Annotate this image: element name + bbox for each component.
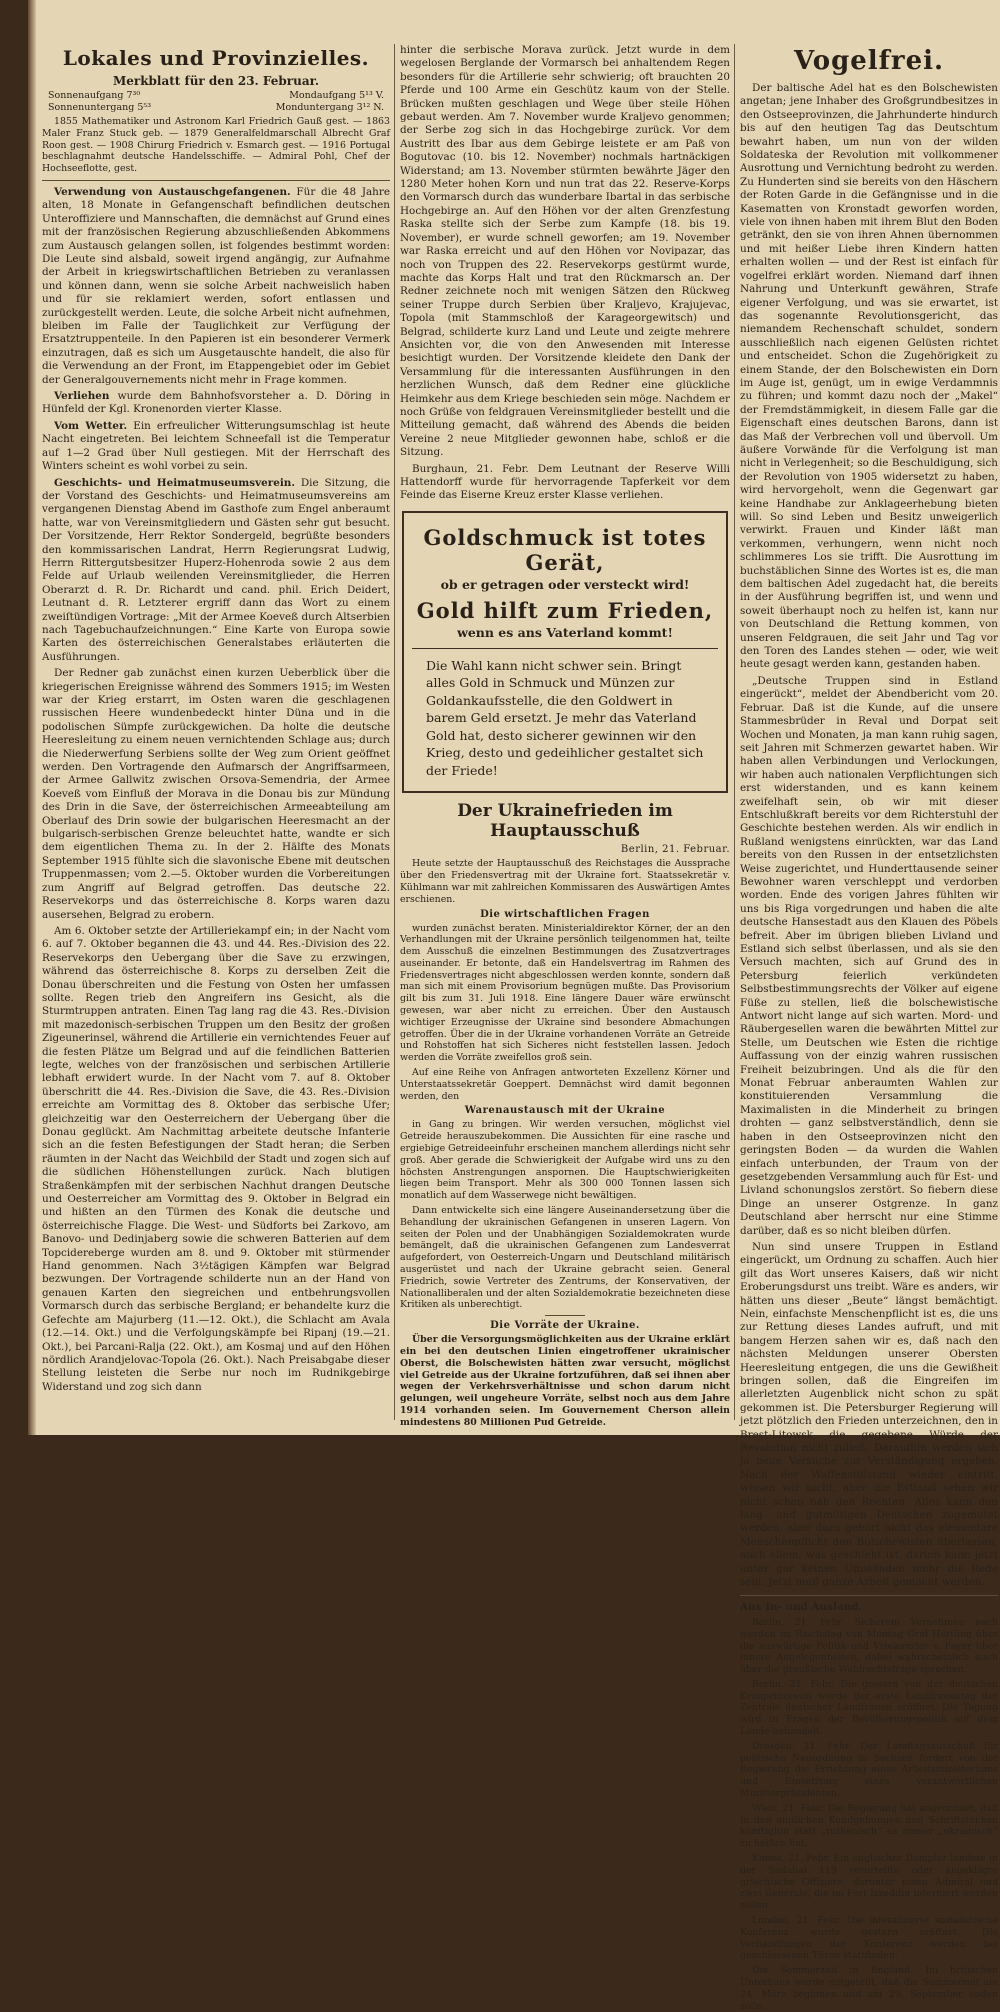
news-item: London, 21. Febr. Die interalliierte sozialistische Konferenz wurde gestern eröffnet. Die Verhandlungen der Konferenz werden bei geschlossenen Türen stattfinden. xyxy=(740,1915,998,1962)
sun-row-left: Sonnenuntergang 5⁵³ xyxy=(48,102,152,113)
merkblatt-title: Merkblatt für den 23. Februar. xyxy=(112,74,320,88)
article-text: Die Sitzung, die der Vorstand des Geschichts- und Heimatmuseumsvereins am vergangenen Dienstag Abend im Gasthofe zum Engel anberaumt hatte, war von Vereinsmitgliedern und Gästen sehr gut besucht. Der Vorsitzende, Herr Rektor Sondergeld, begrüßte besonders den kommissarischen Landrat, Herrn Regierungsrat Ludwig, Herrn Rittergutsbesitzer Huperz-Hohenroda sowie 2 aus dem Felde auf Urlaub weilenden Vereinsmitglieder, die Herren Oberarzt d. R. Dr. Richardt und cand. phil. Erich Deidert, Leutnant d. R. Letzterer ergriff dann das Wort zu einem zweiſtündigen Vortrage: „Mit der Armee Koeveß durch Altserbien nach Tagebuchaufzeichnungen.“ Eine Karte von Europa sowie Karten des österreichischen Generalstabes erläuterten die Ausführungen. xyxy=(42,476,390,663)
column-rule xyxy=(394,44,395,1420)
divider xyxy=(42,180,390,181)
column-right xyxy=(740,44,998,2012)
section-heading-local: Lokales und Provinzielles. xyxy=(62,46,370,70)
article-prisoners xyxy=(42,186,390,387)
article-weather xyxy=(42,420,390,474)
article-paragraph: Nun sind unsere Truppen in Estland eingerückt, um Ordnung zu schaffen. Auch hier gilt das Wort unseres Kaisers, daß wir nicht Eroberungsdurst uns treibt. Wäre es anders, wir hätten uns dieser „Beute“ längst bemächtigt. Nein, einfachste Menschenpflicht ist es, die uns zur Rettung dieses Landes aufruft, und mit bangem Herzen sahen wir es, daß nach den nächsten Meldungen unserer Obersten Heeresleitung entgegen, die uns die Gewißheit bringen sollen, daß die Eingreifen im allerletzten Augenblick nicht schon zu spät gekommen ist. Die Petersburger Regierung will jetzt plötzlich den Frieden unterzeichnen, den in Brest-Litowsk die gegebene Würde der Revolution nicht zuließ. Daraufhin werden sich ja neue Versuche zur Verständigung ergeben. Nach der Waffenstillstand wieder eintritt, wissen wir nicht, aber die Estland sehen wir nicht schon nah den Rechten. Alles kann den lang- und gutmütigen Deutschen zugemutet werden, aber dazu gehört nicht das elementare Menschenpflicht den Bolschewisten überlassen, auch allem, was geschieht ist, darum kann jetzt unter gar keinen Umständen mehr die Rede sein. Jetzt muß ganze Arbeit gemacht werden. xyxy=(740,1240,998,1589)
column-middle xyxy=(400,44,730,1428)
article-paragraph: hinter die serbische Morava zurück. Jetzt wurde in dem wegelosen Berglande der Vormarsch bei anhaltendem Regen besonders für die Artillerie sehr schwierig; oft brauchten 20 Pferde und 100 Arme ein Geschütz kaum von der Stelle. Brücken mußten geschlagen und Wege über steile Höhen gebaut werden. Am 7. November wurde Kraljevo genommen; der Serbe zog sich in das Hochgebirge zurück. Vor dem Austritt des Ibar aus dem Gebirge leistete er am Paß von Bogutovac (10. bis 12. November) nochmals hartnäckigen Widerstand; am 13. November stürmten bewährte Jäger den 1280 Meter hohen Korn und nun trat das 22. Reserve-Korps den Vormarsch durch das wunderbare Ibartal in das serbische Hochgebirge an. Auf den Höhen vor der alten Grenzfestung Raska stellte sich der Serbe zum Kampfe (18. bis 19. November), er wurde schnell geworfen; am 19. November war Raska erreicht und auf den Höhen vor Novipazar, das noch von Truppen des 22. Reservekorps gestürmt wurde, machte das Korps Halt und trat den Rückmarsch an. Der Redner zeichnete noch mit wenigen Sätzen den Rückweg seiner Truppe durch Serbien über Kraljevo, Krajujevac, Topola (mit Stammschloß der Karageorgewitsch) und Belgrad, schilderte kurz Land und Leute und zeigte mehrere Ansichten vor, die von den Anwesenden mit Interesse besichtigt wurden. Der Vorsitzende kleidete den Dank der Versammlung für die interessanten Ausführungen in den herzlichen Wunsch, daß dem Redner eine glückliche Heimkehr aus dem Kriege beschieden sein möge. Nachdem er noch Grüße von feldgrauen Vereinsmitglieder bestellt und die Mitteilung gemacht, daß während des Abends die beiden Vereine 2 neue Mitglieder gewonnen habe, schloß er die Sitzung. xyxy=(400,44,730,459)
article-heading-ukraine: Der Ukrainefrieden im Hauptausschuß xyxy=(457,801,673,842)
article-museum xyxy=(42,477,390,665)
article-title: Vom Wetter. xyxy=(54,419,128,432)
ad-body: Die Wahl kann nicht schwer sein. Bringt alles Gold in Schmuck und Münzen zur Goldankaufsstelle, die den Goldwert in barem Geld ersetzt. Je mehr das Vaterland Gold hat, desto sicherer gewinnen wir den Krieg, desto und gedeihlicher gestaltet sich der Friede! xyxy=(412,648,718,780)
news-item: Berlin, 21. Febr. Sicherem Vernehmen nach werden im Reichstag von Montag Graf Hertling über die auswärtige Politik und Vizekanzler v. Payer über innere Angelegenheiten, dabei wahrscheinlich auch über die preußische Wahlrechtsfrage sprechen. xyxy=(740,1616,998,1676)
sun-row-right: Mondaufgang 5¹³ V. xyxy=(289,90,384,101)
divider xyxy=(740,1595,998,1596)
sun-row-right: Monduntergang 3¹² N. xyxy=(275,102,384,113)
news-item: Berlin, 21. Febr. Die gestern von der deutschen Kronprinzessin wurde der erste Landfrauentag der Zentrale deutscher Landfrauen eröffnet. Die Tagung wird in Fragen der Bevölkerungspolitik auf dem Lande behandelt. xyxy=(740,1678,998,1738)
article-text: Ein erfreulicher Witterungsumschlag ist heute Nacht eingetreten. Bei leichtem Schneefall ist die Temperatur auf 1—2 Grad über Null gestiegen. Mit der Herrschaft des Winters scheint es wohl vorbei zu sein. xyxy=(42,419,390,473)
article-paragraph: Der Redner gab zunächst einen kurzen Ueberblick über die kriegerischen Ereignisse während des Sommers 1915; im Westen war der Krieg erstarrt, im Osten waren die geschlagenen russischen Heere wundenbedeckt hinter Düna und in die podolischen Sümpfe zurückgewichen. Da holte die deutsche Heeresleitung zu einem neuen vernichtenden Schlage aus; durch die Niederwerfung Serbiens sollte der Weg zum Orient geöffnet werden. Den Vortragende den Aufmarsch der Angriffsarmeen, der Armee Gallwitz zwischen Orsova-Semendria, der Armee Koeveß vom Einfluß der Morava in die Donau bis zur Mündung des Drin in die Save, der österreichischen Armeeabteilung am Oberlauf des Drin sowie der bulgarischen Heeresmacht an der bulgarisch-serbischen Grenze beleuchtet hatte, wandte er sich dem eigentlichen Thema zu. In der 2. Hälfte des Monats September 1915 fühlte sich die slavonische Ebene mit deutschen Truppenmassen; vom 2.—5. Oktober wurden die Vorbereitungen zum Angriff auf Belgrad getroffen. Das deutsche 22. Reservekorps und das österreichische 8. Korps waren dazu ausersehen, Belgrad zu erobern. xyxy=(42,667,390,921)
article-burghaun: Burghaun, 21. Febr. Dem Leutnant der Reserve Willi Hattendorff wurde für hervorragende Tapferkeit vor dem Feinde das Eiserne Kreuz erster Klasse verliehen. xyxy=(400,462,730,502)
article-paragraph: Über die Versorgungsmöglichkeiten aus der Ukraine erklärt ein bei den deutschen Linien eingetroffener ukrainischer Oberst, die Bolschewisten hätten zwar versucht, möglichst viel Getreide aus der Ukraine fortzuführen, daß sei ihnen aber wegen der Verkehrsverhältnisse und schon darum nicht gelungen, weil ungeheure Vorräte, selbst noch aus dem Jahre 1914 vorhanden seien. Im Gouvernement Cherson allein mindestens 80 Millionen Pud Getreide. xyxy=(400,1334,730,1428)
column-local-news xyxy=(42,44,390,1424)
article-paragraph: Der baltische Adel hat es den Bolschewisten angetan; jene Inhaber des Großgrundbesitzes in den Ostseeprovinzen, die Jahrhunderte hindurch bis auf den heutigen Tag das Deutschtum bewahrt haben, um nun von der wilden Soldateska der Revolution mit vollkommener Ausrottung und Vernichtung bedroht zu werden. Zu Hunderten sind sie bereits von den Häschern der Roten Garde in die Gefängnisse und in die Kasematten von Kronstadt geworfen worden, viele von ihnen haben mit ihrem Blut den Boden getränkt, den sie von ihren Ahnen übernommen und mit heißer Liebe ihren Kindern hatten erhalten wollen — und der Rest ist einfach für vogelfrei erklärt worden. Niemand darf ihnen Nahrung und Unterkunft gewähren, Strafe eigener Verfolgung, und was sie erwartet, ist das sogenannte Revolutionsgericht, das niemandem Rechenschaft schuldet, sondern ausschließlich nach eigenen Gelüsten richtet und entscheidet. Schon die Zugehörigkeit zu einem Stande, der den Bolschewisten ein Dorn im Auge ist, genügt, um in ewige Verdammnis zu führen; und kommt dazu noch der „Makel“ der Fremdstämmigkeit, in diesem Falle gar die Eigenschaft eines deutschen Barons, dann ist das Maß der Verbrechen voll und übervoll. Um äußere Vorwände für die Verfolgung ist man nicht in Verlegenheit; so die Beschuldigung, sich der Revolution von 1905 widersetzt zu haben, wird hervorgeholt, wenn die Gegenwart gar keine Handhabe zur Anklageerhebung bieten will. So sind Leben und Besitz unweigerlich verwirkt. Frauen und Kinder läßt man verkommen, verhungern, wenn nicht noch schlimmeres Los sie trifft. Die Ausrottung im buchstäblichen Sinne des Wortes ist es, die man dem baltischen Adel zugedacht hat, die bereits in der Ausführung begriffen ist, und wenn und soweit überhaupt noch zu helfen ist, kann nur von Deutschland die Rettung kommen, von unseren Feldgrauen, die seit Jahr und Tag vor den Toren des Landes stehen — oder, wie weit heute gesagt werden kann, gestanden haben. xyxy=(740,82,998,671)
news-item: Wien, 21. Febr. Die Regierung hat angeordnet, daß in den amtlichen Kundgebungen und Schriftstücken künftighin statt „ruthenisch“ es immer „ukrainisch“ zu heißen hat. xyxy=(740,1802,998,1850)
subheading: Die wirtschaftlichen Fragen xyxy=(480,908,650,920)
article-title: Geschichts- und Heimatmuseumsverein. xyxy=(54,476,295,489)
article-paragraph: Heute setzte der Hauptausschuß des Reichstages die Aussprache über den Friedensvertrag mit der Ukraine fort. Staatssekretär v. Kühlmann war mit zahlreichen Kommissaren des Auswärtigen Amtes erschienen. xyxy=(400,858,730,905)
section-heading-news: Aus In- und Ausland. xyxy=(740,1600,863,1613)
article-paragraph: Dann entwickelte sich eine längere Auseinandersetzung über die Behandlung der ukrainischen Gefangenen in unseren Lagern. Von seiten der Polen und der Unabhängigen Sozialdemokraten wurde bemängelt, daß die ukrainischen Gefangenen zum Landesverrat aufgefordert, von Oesterreich-Ungarn und Deutschland militärisch ausgerüstet und nach der Ukraine gebracht seien. General Friedrich, sowie Vertreter des Zentrums, der Konservativen, der Nationalliberalen und der alten Sozialdemokratie bezeichneten diese Kritiken als unberechtigt. xyxy=(400,1205,730,1311)
ad-subline: wenn es ans Vaterland kommt! xyxy=(457,624,673,640)
gold-advertisement xyxy=(402,511,728,794)
news-item: Dresden, 21. Febr. Der Landtagsausschuß für politische Neuordnung in Sachsen fordert von der Regierung die Errichtung eines Arbeitsministeriums und Einsetzung eines verantwortlichen Ministerpräsidenten. xyxy=(740,1740,998,1800)
ad-headline: Gold hilft zum Frieden, xyxy=(416,597,714,623)
dateline: Berlin, 21. Februar. xyxy=(620,844,730,856)
divider xyxy=(545,1315,585,1316)
page-edge xyxy=(28,0,36,1435)
article-text: Für die 48 Jahre alten, 18 Monate in Gefangenschaft befindlichen deutschen Unteroffiziere und Mannschaften, die demnächst auf Grund eines mit der französischen Regierung abzuschließenden Abkommens zum Austausch gelangen sollen, ist folgendes bestimmt worden: Die Leute sind alsbald, soweit irgend angängig, zur Aufnahme der Arbeit in kriegswirtschaftlichen Betrieben zu veranlassen und können dann, wenn sie solche Arbeit nachweislich haben und für sie reklamiert werden, sofort entlassen und zurückgestellt werden. Leute, die solche Arbeit nicht aufnehmen, bleiben im Falle der Tauglichkeit zur Verfügung der Ersatztruppenteile. In den Papieren ist ein besonderer Vermerk einzutragen, daß es sich um Ausgetauschte handelt, die also für die Verwendung an der Front, im Etappengebiet oder im Gebiet der Generalgouvernements nicht mehr in Frage kommen. xyxy=(42,185,390,386)
ad-headline: Goldschmuck ist totes Gerät, xyxy=(423,524,707,575)
subheading: Die Vorräte der Ukraine. xyxy=(490,1320,640,1332)
article-heading-vogelfrei: Vogelfrei. xyxy=(793,46,945,76)
article-title: Verliehen xyxy=(54,390,110,403)
article-text: wurde dem Bahnhofsvorsteher a. D. Döring in Hünfeld der Kgl. Kronenorden vierter Klasse. xyxy=(42,390,391,416)
article-paragraph: Auf eine Reihe von Anfragen antworteten Exzellenz Körner und Unterstaatssekretär Goeppert. Demnächst wird damit begonnen werden, den xyxy=(400,1067,730,1102)
historic-events: 1855 Mathematiker und Astronom Karl Friedrich Gauß gest. — 1863 Maler Franz Stuck geb. — 1879 Generalfeldmarschall Albrecht Graf Roon gest. — 1908 Chirurg Friedrich v. Esmarch gest. — 1916 Portugal beschlagnahmt deutsche Handelsschiffe. — Admiral Pohl, Chef der Hochseeflotte, gest. xyxy=(42,116,390,175)
article-paragraph: in Gang zu bringen. Wir werden versuchen, möglichst viel Getreide herauszubekommen. Die Aussichten für eine rasche und ergiebige Getreideeinfuhr erscheinen manchem allerdings nicht sehr groß. Aber gerade die Schwierigkeit der Aufgabe wird uns zu den höchsten Anstrengungen anspornen. Die Hauptschwierigkeiten liegen beim Transport. Mehr als 300 000 Tonnen lassen sich monatlich auf dem Wasserwege nicht bewältigen. xyxy=(400,1119,730,1202)
article-title: Verwendung von Austauschgefangenen. xyxy=(54,185,291,198)
subheading: Warenaustausch mit der Ukraine xyxy=(464,1105,666,1117)
article-paragraph: „Deutsche Truppen sind in Estland eingerückt“, meldet der Abendbericht vom 20. Februar. Daß ist die Kunde, auf die unsere Stammesbrüder in Reval und Dorpat seit Wochen und Monaten, ja man kann ruhig sagen, seit Jahren mit Schmerzen gewartet haben. Wir haben allen Verbindungen und Verlockungen, wir haben auch nationalen Verpflichtungen sich erst widerstanden, und es kann keinem zweifelhaft sein, ob wir mit dieser Entschlußkraft bereits vor dem Richterstuhl der Geschichte bestehen werden. Als wir endlich in Rußland wenigstens einrückten, war das Land bereits von den Russen in der entsetzlichsten Weise zugerichtet, und Hunderttausende seiner Bewohner waren verschleppt und verdorben worden. Ende des vorigen Jahres fühlten wir uns bis Riga vorgedrungen und haben die alte deutsche Hansestadt aus den Klauen des Pöbels befreit. Aber im übrigen blieben Livland und Estland sich selbst überlassen, und als sie den Versuch machten, sich auf Grund des in Petersburg feierlich verkündeten Selbstbestimmungsrechts der Völker auf eigene Füße zu stellen, ließ die bolschewistische Antwort nicht lange auf sich warten. Mord- und Räubergesellen waren die bewährten Mittel zur Stelle, um Deutschen wie Esten die richtige Auffassung von der einzig wahren russischen Freiheit beizubringen. Und als die für den Monat Februar anberaumten Wahlen zur konstituierenden Versammlung die Maximalisten in die Minderheit zu bringen drohten — ganz selbstverständlich, denn sie haben in den Ostseeprovinzen nicht den geringsten Boden — da wurden die Wahlen einfach unterbunden, der Traum von der gesetzgebenden Versammlung auch für Est- und Livland schonungslos zerstört. So fiebern diese Dinge an unserer Ostgrenze. In ganz Deutschland aber herrscht nur eine Stimme darüber, daß es so nicht bleiben dürfen. xyxy=(740,674,998,1237)
sun-moon-table xyxy=(48,90,384,114)
article-paragraph: wurden zunächst beraten. Ministerialdirektor Körner, der an den Verhandlungen mit der Ukraine persönlich teilgenommen hat, teilte dem Ausschuß die einzelnen Bestimmungen des Zusatzvertrages auseinander. Er betonte, daß ein Handelsvertrag im Rahmen des Friedensvertrages nicht abgeschlossen werden konnte, sondern daß man sich mit einem Provisorium begnügen mußte. Das Provisorium gilt bis zum 31. Juli 1918. Eine längere Dauer wäre erwünscht gewesen, war aber nicht zu erreichen. Über den Austausch wichtiger Erzeugnisse der Ukraine sind besondere Abmachungen getroffen. Über die in der Ukraine vorhandenen Vorräte an Getreide und Rohstoffen hat sich Sicheres nicht feststellen lassen. Jedoch werden die Vorräte zweifellos groß sein. xyxy=(400,922,730,1064)
news-item: Kanea, 21. Febr. Ein englischer Dampfer landete in der Sudabai 119 verurteilte oder angeklagte griechische Offiziere, darunter einen Admiral und zwei Generale, die im Fort Izzeddin interniert werden sollen. xyxy=(740,1853,998,1912)
article-awarded xyxy=(42,390,390,417)
ad-subline: ob er getragen oder versteckt wird! xyxy=(440,576,690,592)
newspaper-page xyxy=(28,0,1000,2012)
news-item: Die Sommerzeit in England. Im britischen Unterhaus wurde mitgeteilt, daß die Sommerzeit am 24. März beginnen und am 29. September enden solle. xyxy=(740,1965,998,2012)
article-paragraph: Am 6. Oktober setzte der Artilleriekampf ein; in der Nacht vom 6. auf 7. Oktober begannen die 43. und 44. Res.-Division des 22. Reservekorps den Uebergang über die Save zu erzwingen, während das österreichische 8. Korps zu derselben Zeit die Donau überschreiten und die Festung von Osten her umfassen sollte. Regen trieb den Angreifern ins Gesicht, als die Sturmtruppen antraten. Einen Tag lang rag die 43. Res.-Division mit mazedonisch-serbischen Truppen um den Besitz der großen Zigeunerinsel, während die Artillerie ein vernichtendes Feuer auf die festen Plätze um Belgrad und auf die feindlichen Batterien legte, welches von der französischen und serbischen Artillerie lebhaft erwidert wurde. In der Nacht vom 7. auf 8. Oktober überschritt die 44. Res.-Division die Save, die 43. Res.-Division erreichte am Vormittag des 8. Oktober das serbische Ufer; gleichzeitig war den Oesterreichern der Uebergang über die Donau geglückt. Am Nachmittag arbeitete deutsche Infanterie sich an die festen Befestigungen der Stadt heran; die Serben räumten in der Nacht das Weichbild der Stadt und zogen sich auf die südlichen Höhenstellungen zurück. Nach blutigen Straßenkämpfen mit der serbischen Nachhut drangen Deutsche und Oesterreicher am Vormittag des 9. Oktober in Belgrad ein und hißten an den Türmen des Konak die deutsche und österreichische Flagge. Die West- und Südforts bei Zarkovo, am Banovo- und Dedinjaberg sowie die schweren Batterien auf dem Topcidereberge wurden am 8. und 9. Oktober mit stürmender Hand genommen. Nach 3½tägigen Kämpfen war Belgrad bezwungen. Der Vortragende schilderte nun an der Hand von genauen Karten den siegreichen und entbehrungsvollen Vormarsch durch das serbische Bergland; er behandelte kurz die Gefechte am Majurberg (11.—12. Okt.), die Schlacht am Avala (12.—14. Okt.) und die Verfolgungskämpfe bei Ripanj (19.—21. Okt.), bei Parcani-Ralja (22. Okt.), am Kosmaj und auf den Höhen nördlich Arandjelovac-Topola (26. Okt.). Nach Preisabgabe dieser Stellung leisteten die Serbe nur noch im Rudnikgebirge Widerstand und zog sich dann xyxy=(42,924,390,1393)
sun-row-left: Sonnenaufgang 7³⁰ xyxy=(48,90,141,101)
column-rule xyxy=(734,44,735,1420)
